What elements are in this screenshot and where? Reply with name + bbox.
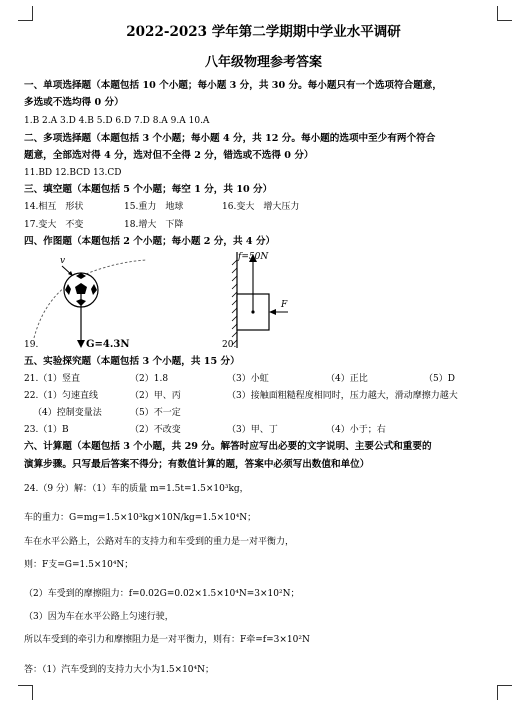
section5-heading: 五、实验探究题（本题包括 3 个小题，共 15 分） xyxy=(24,356,240,367)
section6-heading-line1: 六、计算题（本题包括 3 个小题，共 29 分。解答时应写出必要的文字说明、主要公式和重要的 xyxy=(24,441,432,452)
answer-q21-2: （2）1.8 xyxy=(130,374,169,384)
answer-q22-1: 22.（1）匀速直线 xyxy=(24,391,99,401)
answer-q22-4: （4）控制变量法 xyxy=(33,408,102,418)
answer-q23-1: 23.（1）B xyxy=(24,425,69,435)
solution-line-2: 车的重力：G=mg=1.5×10³kg×10N/kg=1.5×10⁴N； xyxy=(24,513,257,523)
solution-line-1: 24.（9 分）解：（1）车的质量 m=1.5t=1.5×10³kg， xyxy=(24,484,249,494)
section4-heading: 四、作图题（本题包括 2 个小题；每小题 2 分，共 4 分） xyxy=(24,236,276,247)
force-origin-dot xyxy=(251,310,254,313)
solution-line-6: （3）因为车在水平公路上匀速行驶， xyxy=(24,612,174,622)
applied-force-arrowhead xyxy=(269,309,276,315)
applied-force-label: F xyxy=(281,300,288,310)
section2-answers: 11.BD 12.BCD 13.CD xyxy=(24,168,122,178)
section3-heading: 三、填空题（本题包括 5 个小题；每空 1 分，共 10 分） xyxy=(24,184,273,195)
solution-line-4: 则：F支=G=1.5×10⁴N； xyxy=(24,560,134,570)
document-title: 2022-2023 学年第二学期期中学业水平调研 xyxy=(126,24,401,40)
crop-mark-bottom-left xyxy=(18,685,33,700)
figure-20-label: 20. xyxy=(222,340,237,350)
answer-q22-3: （3）接触面粗糙程度相同时，压力越大，滑动摩擦力越大 xyxy=(227,391,458,401)
friction-label: f=50N xyxy=(238,252,269,262)
answer-q23-2: （2）不改变 xyxy=(130,425,181,435)
velocity-label: v xyxy=(60,256,66,266)
figure-19-ball-diagram xyxy=(26,252,166,350)
crop-mark-top-left xyxy=(18,6,33,21)
answer-q18: 18.增大 下降 xyxy=(124,220,184,230)
answer-q17: 17.变大 不变 xyxy=(24,220,84,230)
solution-line-3: 车在水平公路上，公路对车的支持力和车受到的重力是一对平衡力， xyxy=(24,537,295,547)
section1-heading-line1: 一、单项选择题（本题包括 10 个小题；每小题 3 分，共 30 分。每小题只有一个选项符合题意， xyxy=(24,80,442,91)
document-subtitle: 八年级物理参考答案 xyxy=(204,55,322,70)
wall-hatching xyxy=(232,260,237,345)
answer-q16: 16.变大 增大压力 xyxy=(222,202,300,212)
answer-q21-3: （3）小虹 xyxy=(227,374,269,384)
answer-q22-5: （5）不一定 xyxy=(130,408,181,418)
section1-answers: 1.B 2.A 3.D 4.B 5.D 6.D 7.D 8.A 9.A 10.A xyxy=(24,116,210,126)
answer-q14: 14.相互 形状 xyxy=(24,202,84,212)
solution-line-8: 答：（1）汽车受到的支持力大小为1.5×10⁴N； xyxy=(24,665,215,675)
solution-line-7: 所以车受到的牵引力和摩擦阻力是一对平衡力，则有：F牵=f=3×10²N xyxy=(24,635,310,645)
section2-heading-line2: 题意，全部选对得 4 分，选对但不全得 2 分，错选或不选得 0 分） xyxy=(24,150,314,161)
figure-20-block-diagram xyxy=(224,248,304,350)
answer-q21-1: 21.（1）竖直 xyxy=(24,374,81,384)
gravity-label: G=4.3N xyxy=(86,339,130,350)
solution-line-5: （2）车受到的摩擦阻力：f=0.02G=0.02×1.5×10⁴N=3×10²N； xyxy=(24,589,300,599)
answer-q22-2: （2）甲、丙 xyxy=(130,391,181,401)
gravity-arrowhead xyxy=(77,340,85,348)
section1-heading-line2: 多选或不选均得 0 分） xyxy=(24,97,124,108)
answer-q21-4: （4）正比 xyxy=(326,374,368,384)
crop-mark-top-right xyxy=(497,6,512,21)
answer-q21-5: （5）D xyxy=(424,374,455,384)
answer-q15: 15.重力 地球 xyxy=(124,202,184,212)
section2-heading-line1: 二、多项选择题（本题包括 3 个小题；每小题 4 分，共 12 分。每小题的选项中至少有两个符合 xyxy=(24,133,436,144)
section6-heading-line2: 演算步骤。只写最后答案不得分；有数值计算的题，答案中必须写出数值和单位） xyxy=(24,459,370,470)
figure-19-label: 19. xyxy=(24,340,39,350)
answer-q23-3: （3）甲、丁 xyxy=(227,425,278,435)
answer-q23-4: （4）小于；右 xyxy=(326,425,386,435)
crop-mark-bottom-right xyxy=(497,685,512,700)
